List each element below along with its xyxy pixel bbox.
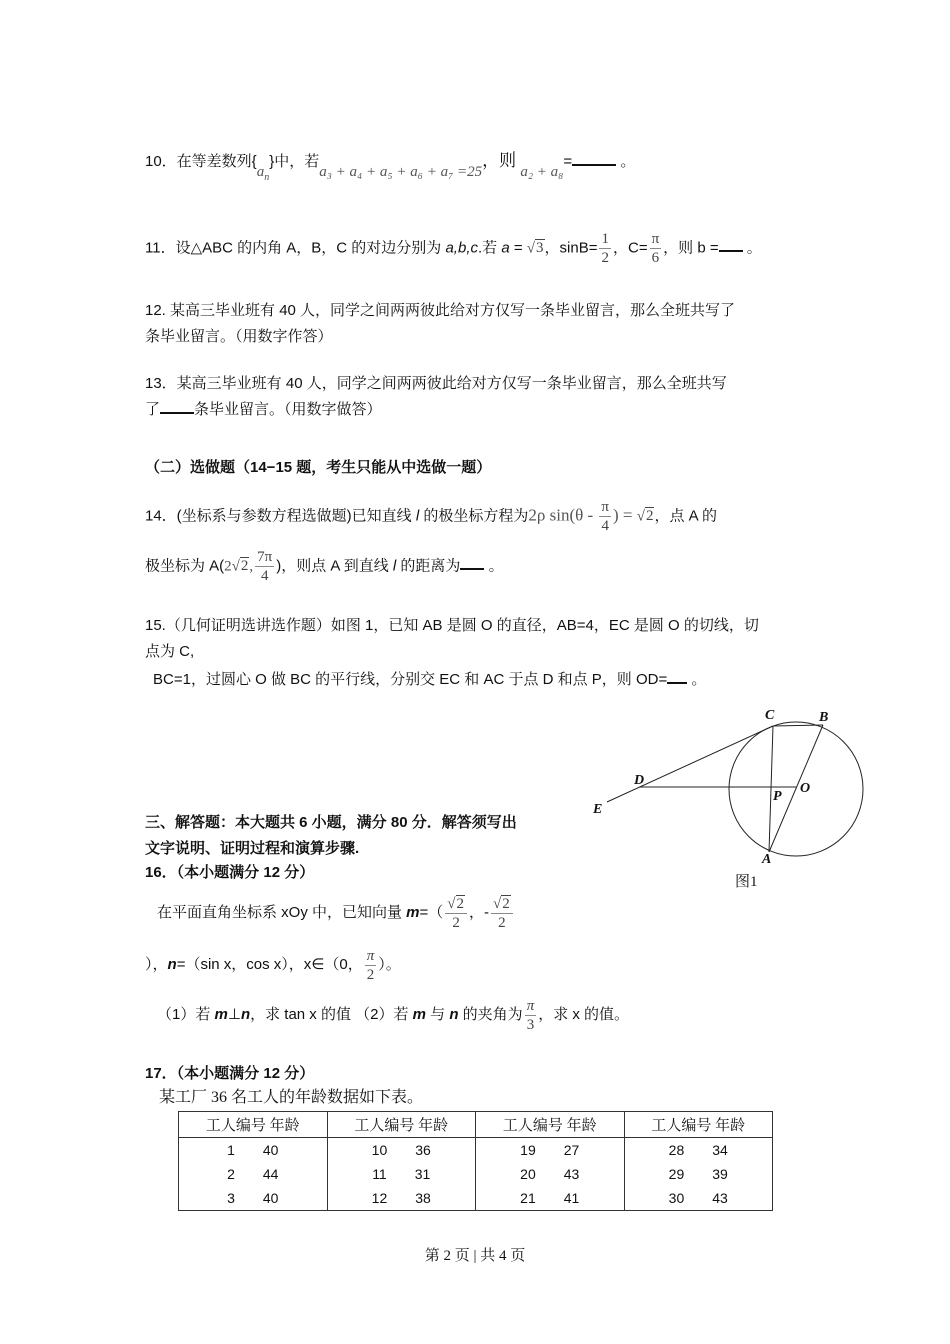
question-16-line1 bbox=[145, 893, 822, 933]
q11-frac1-den: 2 bbox=[601, 250, 609, 266]
q16-title: 16．（本小题满分 12 分） bbox=[145, 864, 315, 881]
q13-line2a: 了 bbox=[145, 401, 161, 418]
q16-l1-a: 在平面直角坐标系 xOy 中，已知向量 bbox=[157, 904, 407, 921]
q16-f1-den: 2 bbox=[452, 914, 460, 931]
q14-answer-blank[interactable] bbox=[460, 554, 484, 570]
q15-line1: 15.（几何证明选讲选作题）如图 1，已知 AB 是圆 O 的直径，AB=4，EC 是圆 O 的切线，切 bbox=[145, 617, 759, 634]
q13-answer-blank[interactable] bbox=[160, 398, 194, 414]
table-row bbox=[179, 1138, 773, 1163]
q10-prefix: 10．在等差数列{ bbox=[145, 153, 257, 170]
q16-f1-num: 2 bbox=[456, 895, 465, 912]
table-cell bbox=[179, 1186, 328, 1211]
q14-end: 。 bbox=[488, 557, 504, 575]
tangent-ec bbox=[607, 726, 773, 802]
q15-line3: BC=1，过圆心 O 做 BC 的平行线，分别交 EC 和 AC 于点 D 和点 P，则 OD= bbox=[153, 671, 668, 688]
label-o: O bbox=[800, 781, 811, 796]
q14-frac2-num: 7π bbox=[257, 549, 273, 565]
question-16-line3 bbox=[145, 995, 822, 1035]
q11-sqrt-value: 3 bbox=[536, 240, 544, 257]
q14-frac-den: 4 bbox=[601, 518, 609, 534]
worker-id: 29 bbox=[668, 1166, 685, 1182]
q14-coord-coef: 2 bbox=[224, 558, 232, 575]
q13-line2b: 条毕业留言。（用数字做答） bbox=[194, 401, 382, 418]
q12-line2: 条毕业留言。（用数字作答） bbox=[145, 328, 333, 345]
q10-condition: a₃ + a₄ + a₅ + a₆ + a₇ =25 bbox=[319, 164, 483, 180]
worker-age: 34 bbox=[712, 1142, 728, 1158]
q16-l3-b: ，求 tan x 的值 （2）若 bbox=[250, 1006, 413, 1023]
q14-frac-num: π bbox=[601, 499, 609, 515]
worker-age: 40 bbox=[262, 1142, 279, 1158]
table-cell bbox=[624, 1138, 773, 1163]
q16-l2-a: ）， bbox=[145, 956, 168, 973]
q15-line2: 点为 C, bbox=[145, 643, 195, 660]
q11-text-f: ，则 b = bbox=[663, 239, 719, 257]
section-2-title bbox=[145, 455, 810, 481]
q11-text-a: 11．设△ABC 的内角 A，B，C 的对边分别为 bbox=[145, 239, 446, 257]
question-11 bbox=[145, 230, 810, 267]
question-17-intro bbox=[145, 1085, 824, 1111]
worker-age: 40 bbox=[262, 1190, 279, 1206]
worker-id: 28 bbox=[668, 1142, 685, 1158]
q14-line2-b: )，则点 A 到直线 bbox=[276, 557, 393, 575]
q16-f2-den: 2 bbox=[498, 914, 506, 931]
q16-l3-perp: ⊥ bbox=[227, 1006, 241, 1023]
question-12 bbox=[145, 298, 810, 350]
q11-text-c: = bbox=[509, 239, 527, 257]
table-header-cell: 工人编号 年龄 bbox=[179, 1112, 328, 1138]
label-d: D bbox=[634, 773, 645, 788]
q14-text-b: 的极坐标方程为 bbox=[419, 507, 529, 525]
q11-frac2-den: 6 bbox=[651, 250, 660, 266]
q16-l3-m2: m bbox=[412, 1006, 426, 1023]
question-10 bbox=[145, 148, 810, 181]
section-3-line2: 文字说明、证明过程和演算步骤. bbox=[145, 840, 360, 857]
q14-line2-c: 的距离为 bbox=[396, 557, 461, 575]
q10-mid: }中，若 bbox=[269, 153, 320, 170]
table-cell bbox=[476, 1138, 625, 1163]
question-14-line2 bbox=[145, 548, 810, 585]
q16-l3-n: n bbox=[240, 1006, 251, 1023]
q14-l2: l bbox=[392, 557, 397, 575]
q14-frac-pi4 bbox=[599, 498, 611, 535]
q14-frac-7pi4 bbox=[255, 548, 274, 585]
q14-comma: , bbox=[249, 558, 254, 575]
q11-answer-blank[interactable] bbox=[719, 236, 743, 252]
q11-frac-c bbox=[650, 230, 662, 267]
q14-eq-left: 2ρ sin(θ - bbox=[528, 505, 598, 525]
table-row bbox=[179, 1186, 773, 1211]
worker-age-table bbox=[178, 1111, 773, 1211]
q15-answer-blank[interactable] bbox=[667, 668, 687, 684]
q16-frac-4 bbox=[525, 997, 537, 1034]
worker-age: 27 bbox=[563, 1142, 580, 1158]
table-row bbox=[179, 1162, 773, 1186]
q11-a-var: a bbox=[501, 239, 510, 257]
table-cell bbox=[476, 1186, 625, 1211]
table-header-cell: 工人编号 年龄 bbox=[327, 1112, 476, 1138]
q16-l3-a: （1）若 bbox=[157, 1006, 215, 1023]
q17-title: 17．（本小题满分 12 分） bbox=[145, 1065, 315, 1082]
worker-id: 12 bbox=[371, 1190, 388, 1206]
q16-f4-den: 3 bbox=[526, 1016, 535, 1033]
q11-end: 。 bbox=[746, 239, 762, 257]
q10-target: a₂ + a₈ bbox=[520, 164, 564, 180]
q16-frac-3 bbox=[365, 947, 377, 984]
worker-id: 19 bbox=[520, 1142, 536, 1158]
table-cell bbox=[476, 1162, 625, 1186]
question-16-title bbox=[145, 860, 810, 886]
page-footer: 第 2 页 | 共 4 页 bbox=[424, 1248, 526, 1264]
q10-eq: = bbox=[563, 153, 573, 170]
q10-seq bbox=[256, 164, 270, 183]
worker-age: 43 bbox=[563, 1166, 580, 1182]
worker-id: 30 bbox=[668, 1190, 685, 1206]
section-3-title bbox=[145, 810, 585, 862]
q11-frac-sinb bbox=[599, 230, 611, 267]
q16-f3-den: 2 bbox=[366, 966, 375, 983]
q14-eq-right: ) = bbox=[613, 505, 637, 525]
q14-text-a: 14．(坐标系与参数方程选做题)已知直线 bbox=[145, 507, 416, 525]
label-e: E bbox=[593, 802, 603, 817]
worker-id: 21 bbox=[520, 1190, 536, 1206]
table-header-cell: 工人编号 年龄 bbox=[476, 1112, 625, 1138]
worker-id: 10 bbox=[371, 1142, 388, 1158]
table-cell bbox=[624, 1162, 773, 1186]
q10-then: ，则 bbox=[482, 151, 517, 170]
q10-answer-blank[interactable] bbox=[572, 150, 616, 166]
q16-l3-e: ，求 x 的值。 bbox=[538, 1006, 630, 1023]
q11-text-b: .若 bbox=[478, 239, 502, 257]
q14-l1: l bbox=[415, 507, 420, 525]
q11-text-e: ，C= bbox=[612, 239, 648, 257]
section-2-title-text: （二）选做题（14−15 题，考生只能从中选做一题） bbox=[145, 459, 492, 476]
label-a: A bbox=[762, 852, 772, 867]
label-c: C bbox=[765, 708, 775, 723]
q15-end: 。 bbox=[691, 671, 707, 688]
q16-l2-b: =（sin x，cos x），x∈（0， bbox=[176, 956, 363, 973]
q16-frac-1: $\frac{√2}{2}$ bbox=[445, 895, 467, 932]
table-cell bbox=[327, 1162, 476, 1186]
q14-sqrt-value: 2 bbox=[645, 508, 654, 525]
q16-l2-c: ）。 bbox=[378, 956, 401, 973]
question-16-line2 bbox=[145, 945, 810, 985]
section-3-line1: 三、解答题：本大题共 6 小题，满分 80 分．解答须写出 bbox=[145, 814, 517, 831]
q14-coord-sqrt-value: 2 bbox=[240, 558, 249, 575]
q13-line1: 13．某高三毕业班有 40 人，同学之间两两彼此给对方仅写一条毕业留言，那么全班共写 bbox=[145, 375, 727, 392]
worker-age: 36 bbox=[415, 1142, 431, 1158]
q14-text-c: ，点 A 的 bbox=[654, 507, 717, 525]
worker-age: 31 bbox=[414, 1166, 431, 1182]
q10-seq-sub: n bbox=[264, 172, 270, 183]
q16-f3-num: π bbox=[366, 947, 375, 964]
q12-line1: 12. 某高三毕业班有 40 人，同学之间两两彼此给对方仅写一条毕业留言，那么全班共写了 bbox=[145, 302, 736, 319]
q11-vars: a,b,c bbox=[445, 239, 478, 257]
q11-text-d: ，sinB= bbox=[544, 239, 598, 257]
q10-end: 。 bbox=[620, 153, 636, 170]
q16-vector-n: n bbox=[167, 956, 177, 973]
q14-line2-a: 极坐标为 A( bbox=[145, 557, 225, 575]
q16-frac-2: $\frac{√2}{2}$ bbox=[491, 895, 513, 932]
q16-f4-num: π bbox=[526, 997, 535, 1014]
q16-l3-m: m bbox=[214, 1006, 228, 1023]
q16-l3-c: 与 bbox=[426, 1006, 450, 1023]
worker-id: 20 bbox=[520, 1166, 536, 1182]
worker-age: 44 bbox=[262, 1166, 279, 1182]
table-header-cell: 工人编号 年龄 bbox=[624, 1112, 773, 1138]
q11-frac2-num: π bbox=[651, 231, 660, 247]
q16-l1-c: ，- bbox=[469, 904, 490, 921]
figure-caption: 图1 bbox=[735, 874, 758, 890]
question-13 bbox=[145, 371, 810, 423]
worker-age: 38 bbox=[415, 1190, 431, 1206]
worker-age: 39 bbox=[712, 1166, 728, 1182]
question-17-title bbox=[145, 1061, 810, 1087]
q14-frac2-den: 4 bbox=[260, 568, 269, 584]
q17-intro-text: 某工厂 36 名工人的年龄数据如下表。 bbox=[159, 1089, 424, 1106]
table-cell bbox=[624, 1186, 773, 1211]
table-cell bbox=[179, 1138, 328, 1163]
worker-id: 3 bbox=[227, 1190, 235, 1206]
q11-frac1-num: 1 bbox=[601, 231, 609, 247]
worker-id: 1 bbox=[227, 1142, 235, 1158]
table-cell bbox=[179, 1162, 328, 1186]
q16-l1-b: =（ bbox=[419, 904, 444, 921]
table-cell bbox=[327, 1186, 476, 1211]
worker-age: 43 bbox=[712, 1190, 728, 1206]
q16-l3-n2: n bbox=[449, 1006, 459, 1023]
q11-sqrt: √3 bbox=[526, 240, 544, 257]
worker-id: 2 bbox=[227, 1166, 235, 1182]
q14-coord-sqrt: √2 bbox=[231, 558, 249, 575]
label-p: P bbox=[773, 789, 782, 804]
worker-id: 11 bbox=[372, 1166, 387, 1182]
question-15 bbox=[145, 613, 810, 693]
q16-l3-d: 的夹角为 bbox=[458, 1006, 523, 1023]
worker-age: 41 bbox=[563, 1190, 580, 1206]
segment-cb bbox=[773, 725, 823, 726]
label-b: B bbox=[819, 710, 829, 725]
q16-vector-m: m bbox=[406, 904, 420, 921]
q16-f2-num: 2 bbox=[502, 895, 510, 912]
table-cell bbox=[327, 1138, 476, 1163]
q14-sqrt: √2 bbox=[636, 508, 654, 525]
question-14 bbox=[145, 498, 810, 535]
q10-seq-symbol: a bbox=[256, 164, 265, 180]
table-header-row bbox=[179, 1112, 773, 1138]
